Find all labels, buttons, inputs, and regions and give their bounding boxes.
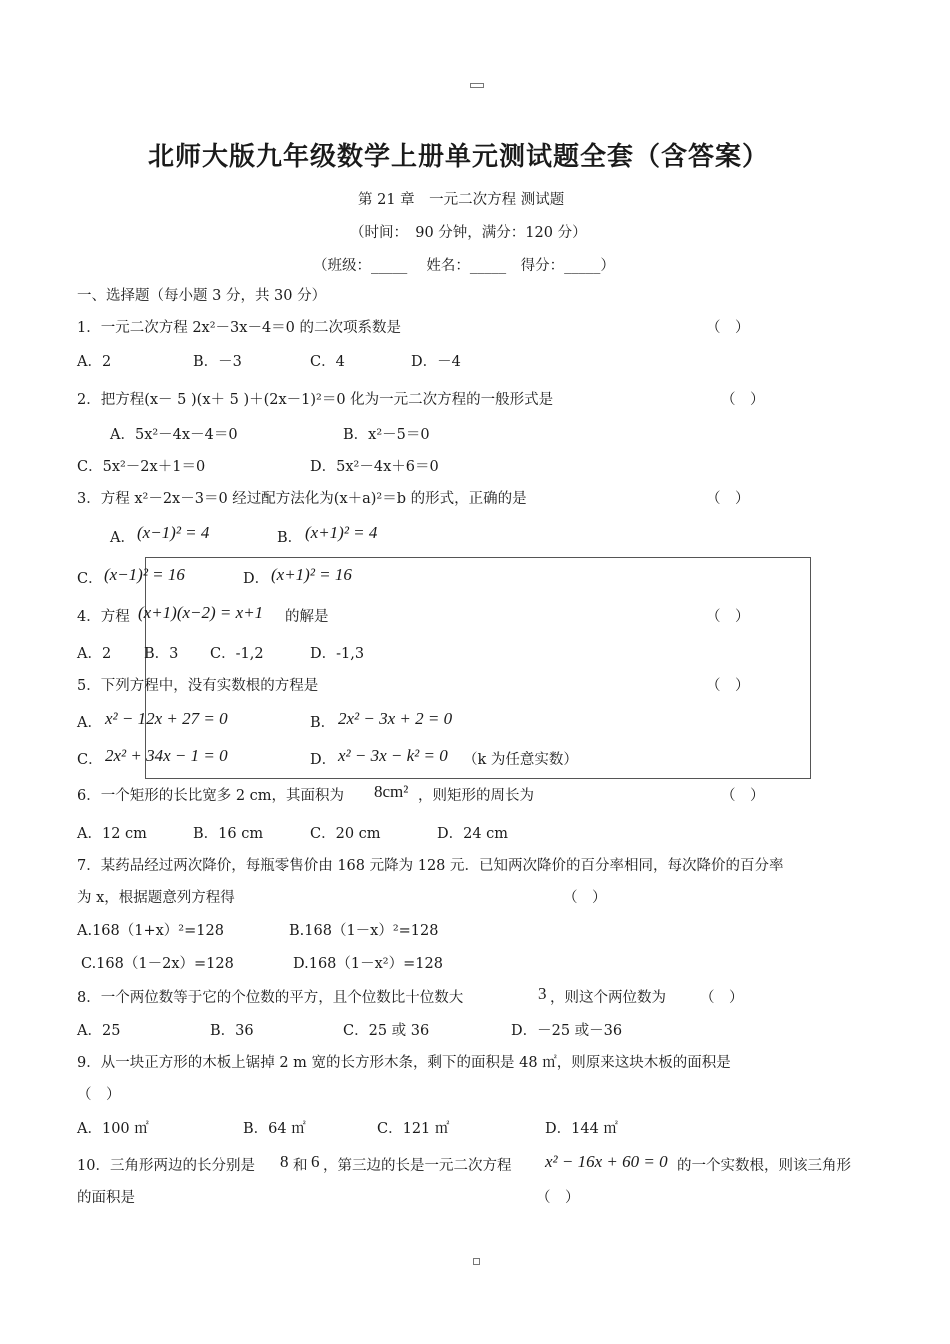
q8-option-a: A．25: [77, 1023, 121, 1039]
q3-option-a-label: A．: [110, 530, 135, 546]
q2-option-d: D．5x²－4x＋6＝0: [310, 459, 439, 475]
q8-option-d: D．－25 或－36: [511, 1023, 623, 1039]
q3-option-d-formula: (x+1)² = 16: [271, 565, 352, 584]
q7-option-b: B.168（1－x）²=128: [289, 923, 439, 939]
q4-option-c: C．-1,2: [210, 646, 264, 662]
q7-option-a: A.168（1+x）²=128: [77, 923, 224, 939]
q6-option-b: B．16 cm: [193, 826, 264, 842]
q1-option-c: C．4: [310, 354, 345, 370]
question-10-number-1: 8: [280, 1152, 289, 1171]
question-4-suffix: 的解是: [285, 609, 329, 625]
answer-bracket: （ ）: [536, 1190, 580, 1206]
q2-option-b: B．x²－5＝0: [343, 427, 430, 443]
question-8-prefix: 8．一个两位数等于它的个位数的平方，且个位数比十位数大: [77, 990, 464, 1006]
chapter-heading: 第 21 章 一元二次方程 测试题: [358, 192, 565, 208]
q5-option-d-formula: x² − 3x − k² = 0: [338, 746, 448, 765]
answer-bracket: （ ）: [706, 320, 750, 336]
question-7-line-1: 7．某药品经过两次降价，每瓶零售价由 168 元降为 128 元．已知两次降价的百分率相同，每次降价的百分率: [77, 858, 784, 874]
q1-option-b: B．－3: [193, 354, 242, 370]
q9-option-d: D．144 ㎡: [545, 1121, 618, 1137]
question-8-formula: 3: [538, 984, 547, 1003]
q7-option-c: C.168（1－2x）=128: [81, 956, 234, 972]
question-10-mid: 和: [293, 1158, 308, 1174]
document-title: 北师大版九年级数学上册单元测试题全套（含答案）: [148, 142, 770, 172]
q2-option-c: C．5x²－2x＋1＝0: [77, 459, 206, 475]
page-mark-top: [470, 83, 484, 88]
q6-option-c: C．20 cm: [310, 826, 381, 842]
question-10-line-2: 的面积是: [77, 1190, 135, 1206]
q3-option-c-label: C．: [77, 571, 103, 587]
question-3: 3．方程 x²－2x－3＝0 经过配方法化为(x＋a)²＝b 的形式，正确的是: [77, 491, 527, 507]
question-10-formula: x² − 16x + 60 = 0: [545, 1152, 668, 1171]
answer-bracket: （ ）: [700, 990, 744, 1006]
question-6-formula: 8cm²: [374, 782, 409, 801]
answer-bracket: （ ）: [706, 491, 750, 507]
q3-option-c-formula: (x−1)² = 16: [104, 565, 185, 584]
q5-option-a-formula: x² − 12x + 27 = 0: [105, 709, 228, 728]
q9-option-a: A．100 ㎡: [77, 1121, 149, 1137]
question-2: 2．把方程(x－ 5 )(x＋ 5 )＋(2x－1)²＝0 化为一元二次方程的一般形式是: [77, 392, 554, 408]
q3-option-b-formula: (x+1)² = 4: [305, 523, 378, 542]
page-mark-bottom: [473, 1258, 480, 1265]
question-8-suffix: ，则这个两位数为: [550, 990, 666, 1006]
question-6-suffix: ，则矩形的周长为: [418, 788, 534, 804]
q3-option-d-label: D．: [243, 571, 270, 587]
q9-option-b: B．64 ㎡: [243, 1121, 306, 1137]
answer-bracket: （ ）: [721, 788, 765, 804]
q5-option-c-formula: 2x² + 34x − 1 = 0: [105, 746, 228, 765]
q4-option-b: B．3: [144, 646, 179, 662]
question-10-prefix: 10．三角形两边的长分别是: [77, 1158, 255, 1174]
q5-option-a-label: A．: [77, 715, 102, 731]
q8-option-c: C．25 或 36: [343, 1023, 430, 1039]
q6-option-a: A．12 cm: [77, 826, 147, 842]
class-info: （班级：_____ 姓名：_____ 得分：_____）: [313, 258, 615, 274]
q5-option-b-formula: 2x² − 3x + 2 = 0: [338, 709, 453, 728]
answer-bracket: （ ）: [706, 678, 750, 694]
q5-option-d-note: （k 为任意实数）: [463, 752, 578, 768]
q3-option-b-label: B．: [277, 530, 303, 546]
question-1: 1．一元二次方程 2x²－3x－4＝0 的二次项系数是: [77, 320, 402, 336]
q4-option-d: D．-1,3: [310, 646, 365, 662]
q1-option-d: D．－4: [411, 354, 461, 370]
question-10-mid-2: ，第三边的长是一元二次方程: [323, 1158, 512, 1174]
q5-option-b-label: B．: [310, 715, 336, 731]
question-6-prefix: 6．一个矩形的长比宽多 2 cm，其面积为: [77, 788, 345, 804]
q7-option-d: D.168（1－x²）=128: [293, 956, 443, 972]
question-10-number-2: 6: [311, 1152, 320, 1171]
question-5: 5．下列方程中，没有实数根的方程是: [77, 678, 319, 694]
q5-option-c-label: C．: [77, 752, 103, 768]
q8-option-b: B．36: [210, 1023, 254, 1039]
answer-bracket: （ ）: [563, 890, 607, 906]
question-10-suffix: 的一个实数根，则该三角形: [677, 1158, 851, 1174]
q2-option-a: A．5x²－4x－4＝0: [110, 427, 238, 443]
q4-option-a: A．2: [77, 646, 112, 662]
answer-bracket: （ ）: [706, 609, 750, 625]
section-heading: 一、选择题（每小题 3 分，共 30 分）: [77, 288, 327, 304]
q3-option-a-formula: (x−1)² = 4: [137, 523, 210, 542]
q6-option-d: D．24 cm: [437, 826, 509, 842]
answer-bracket: （ ）: [77, 1087, 121, 1103]
question-4-prefix: 4．方程: [77, 609, 130, 625]
question-9-line-1: 9．从一块正方形的木板上锯掉 2 m 宽的长方形木条，剩下的面积是 48 ㎡，则原来这块木板的面积是: [77, 1055, 731, 1071]
q1-option-a: A．2: [77, 354, 112, 370]
question-7-line-2: 为 x，根据题意列方程得: [77, 890, 235, 906]
q9-option-c: C．121 ㎡: [377, 1121, 450, 1137]
time-info: （时间： 90 分钟，满分：120 分）: [350, 225, 587, 241]
answer-bracket: （ ）: [721, 392, 765, 408]
question-4-formula: (x+1)(x−2) = x+1: [138, 603, 264, 622]
image-frame: [145, 557, 811, 779]
q5-option-d-label: D．: [310, 752, 337, 768]
